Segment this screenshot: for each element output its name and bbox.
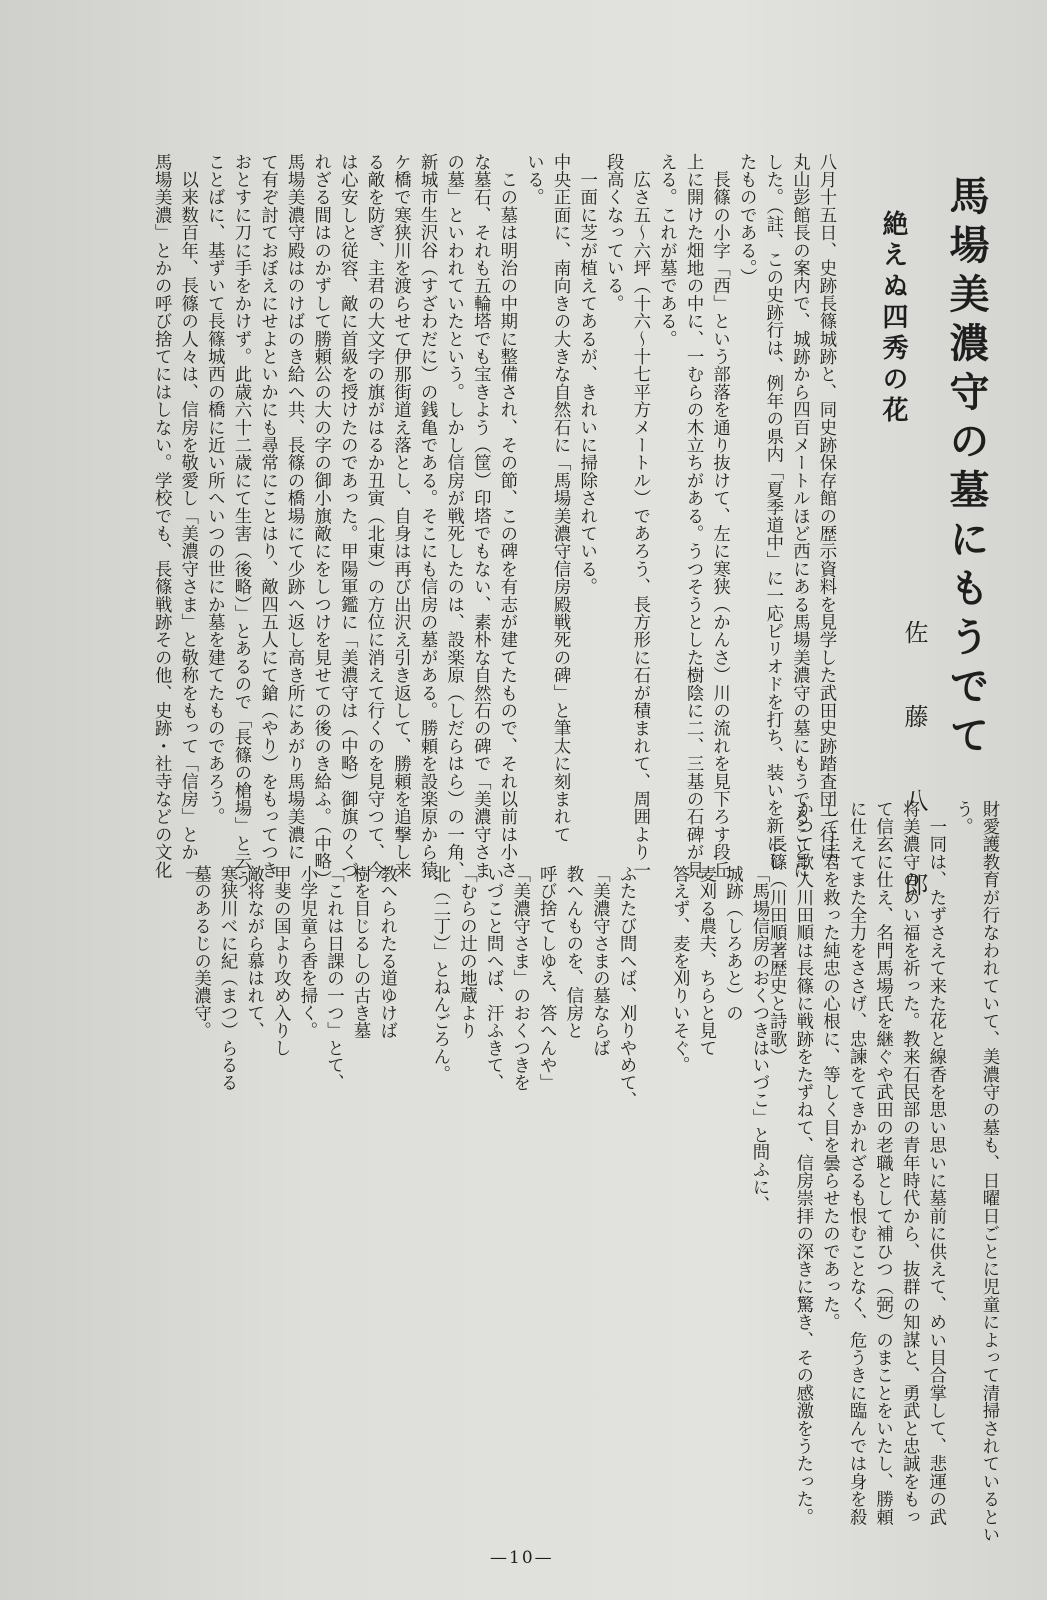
body-text-lower-right xyxy=(763,800,1002,1543)
poem-block xyxy=(187,865,772,1213)
text-line: に仕えてまた全力をささげ、忠諫をてきかれざるも恨むことなく、危うきに臨んでは身を殺 xyxy=(846,800,867,1526)
text-line: 長篠の小字「西」という部落を通り抜けて、左に寒狭（かんさ）川の流れを見下ろす段丘 xyxy=(709,153,730,879)
text-line: は心安しと従容、敵に首級を授けたのであった。甲陽軍鑑に「美濃守は（中略）御旗のくづ xyxy=(337,153,358,879)
poem-line: 「これは日課の一つ」とて、 xyxy=(323,865,344,1092)
text-line: 広さ五～六坪（十六～十七平方メートル）であろう、長方形に石が積まれて、周囲より一 xyxy=(629,153,650,879)
text-line: 馬場美濃」とかの呼び捨てにはしない。学校でも、長篠戦跡その他、史跡・社寺などの文化 xyxy=(151,153,172,879)
text-line: 一同は、たずさえて来た花と線香を思い思いに墓前に供えて、めい目合掌して、悲運の武 xyxy=(925,800,946,1526)
text-line: した。（註、この史跡行は、例年の県内「夏季道中」に一応ピリオドを打ち、装いを新にし xyxy=(762,153,783,870)
poem-line: 「美濃守さまの墓ならば xyxy=(589,865,610,1057)
text-line: る敵を防ぎ、主君の大文字の旗がはるか丑寅（北東）の方位に消えて行くのを見守つて、今 xyxy=(363,153,384,879)
poem-line: 教へんものを、信房と xyxy=(562,865,583,1039)
poem-line: いづこと問へば、汗ふきて、 xyxy=(483,865,504,1092)
text-line: いる。 xyxy=(523,153,544,207)
poem-line: 「美濃守さま」のおくつきを xyxy=(509,865,530,1092)
text-line: う。 xyxy=(952,800,973,836)
text-line: える。これが墓である。 xyxy=(656,153,677,348)
text-line: たものである。） xyxy=(736,153,757,286)
text-line: 将美濃守のめい福を祈った。教来石民部の青年時代から、抜群の知謀と、勇武と忠誠をもっ xyxy=(899,800,920,1526)
poem-line: 「むらの辻の地蔵より xyxy=(456,865,477,1039)
poem-line: 北（二丁）」とねんごろん。 xyxy=(429,865,450,1083)
text-line: 長篠（川田順著歴史と詩歌） xyxy=(766,800,787,1066)
text-line: て有ぞ討ておぼえにせよといかにも尋常にことはり、敵四五人にて鎗（やり）をもってつき xyxy=(257,153,278,879)
poem-line: 樹を目じるしの古き墓 xyxy=(350,865,371,1039)
author-name: 佐 藤 八 郎 xyxy=(900,620,928,914)
text-line: 馬場美濃守殿はのけばのき給へ共、長篠の橋場にて少跡へ返し高き所にあがり馬場美濃に xyxy=(284,153,305,861)
page-number: —10— xyxy=(490,1548,554,1568)
text-line: 以来数百年、長篠の人々は、信房を敬愛し「美濃守さま」と敬称をもって「信房」とか「 xyxy=(177,153,198,879)
text-line: て信玄に仕え、名門馬場氏を継ぐや武田の老職として補ひつ（弼）のまことをいたし、勝頼 xyxy=(872,800,893,1526)
text-line: 八月十五日、史跡長篠城跡と、同史跡保存館の歴示資料を見学した武田史跡踏査団一行は、 xyxy=(816,153,836,879)
article-title: 馬場美濃守の墓にもうでて xyxy=(943,175,990,763)
poem-line: 寒狭川べに紀（まつ）らるる xyxy=(217,865,238,1092)
poem-line: 小学児童ら香を掃く。 xyxy=(296,865,317,1039)
text-line: の墓」といわれていたという。しかし信房が戦死したのは、設楽原（しだらはら）の一角、 xyxy=(443,153,464,879)
text-line: 中央正面に、南向きの大きな自然石に「馬場美濃守信房殿戦死の碑」と筆太に刻まれて xyxy=(550,153,571,844)
poem-line: 城跡（しろあと）の xyxy=(722,865,743,1022)
text-line: 一面に芝が植えてあるが、きれいに掃除されている。 xyxy=(576,153,597,596)
body-text-upper xyxy=(148,153,839,888)
poem-line: 墓のあるじの美濃守。 xyxy=(190,865,211,1039)
text-line: して主君を救った純忠の心根に、等しく目を曇らせたのであった。 xyxy=(819,800,840,1331)
text-line: 新城市生沢谷（すざわだに）の銭亀である。そこにも信房の墓がある。勝頼を設楽原から猿 xyxy=(417,153,438,879)
poem-line: 呼び捨てしゆえ、答へんや」 xyxy=(536,865,557,1092)
poem-line: 麦刈る農夫、ちらと見て xyxy=(695,865,716,1057)
poem-line: 答えず、麦を刈りいそぐ。 xyxy=(669,865,690,1074)
text-line: ことばに、基ずいて長篠城西の橋に近い所へいつの世にか墓を建てたものであろう。 xyxy=(204,153,225,826)
article-subtitle: 絶えぬ四秀の花 xyxy=(878,210,908,427)
text-line: 上に開けた畑地の中に、一むらの木立ちがある。うつそうとした樹陰に二、三基の石碑が見 xyxy=(683,153,704,879)
poem-line: ふたたび問へば、刈りやめて、 xyxy=(616,865,637,1109)
poem-line: 甲斐の国より攻め入りし xyxy=(270,865,291,1057)
text-line: おとすに刀に手をかけず。此歳六十二歳にて生害（後略）」とあるので「長篠の槍場」と云う xyxy=(230,153,251,888)
poem-line: 「馬場信房のおくつきはいづこ」と問ふに、 xyxy=(749,865,769,1213)
text-line: かつて歌人川田順は長篠に戦跡をたずねて、信房崇拝の深きに驚き、その感激をうたった。 xyxy=(792,800,813,1526)
text-line: な墓石、それも五輪塔でも宝きよう（筐）印塔でもない、素朴な自然石の碑で「美濃守さま xyxy=(470,153,491,879)
poem-line: 教へられたる道ゆけば xyxy=(376,865,397,1039)
stanza-break xyxy=(639,865,666,1213)
text-line: この墓は明治の中期に整備され、その節、この碑を有志が建てたもので、それ以前は小さ xyxy=(496,153,517,879)
stanza-break xyxy=(400,865,427,1213)
text-line: 段高くなっている。 xyxy=(603,153,624,313)
text-line: ケ橋で寒狭川を渡らせて伊那街道え落とし、自身は再び出沢え引き返して、勝頼を追撃し来 xyxy=(390,153,411,879)
text-line: れざる間はのかずして勝頼公の大の字の御小旗敵にをしつけを見せての後のき給ふ。（中略） xyxy=(310,153,331,888)
text-line: 財愛護教育が行なわれていて、美濃守の墓も、日曜日ごとに児童によって清掃されているとい xyxy=(979,800,999,1544)
text-line: 丸山彭館長の案内で、城跡から四百メートルほど西にある馬場美濃守の墓にもうでることに xyxy=(789,153,810,879)
poem-line: 敵将ながら慕はれて、 xyxy=(243,865,264,1039)
